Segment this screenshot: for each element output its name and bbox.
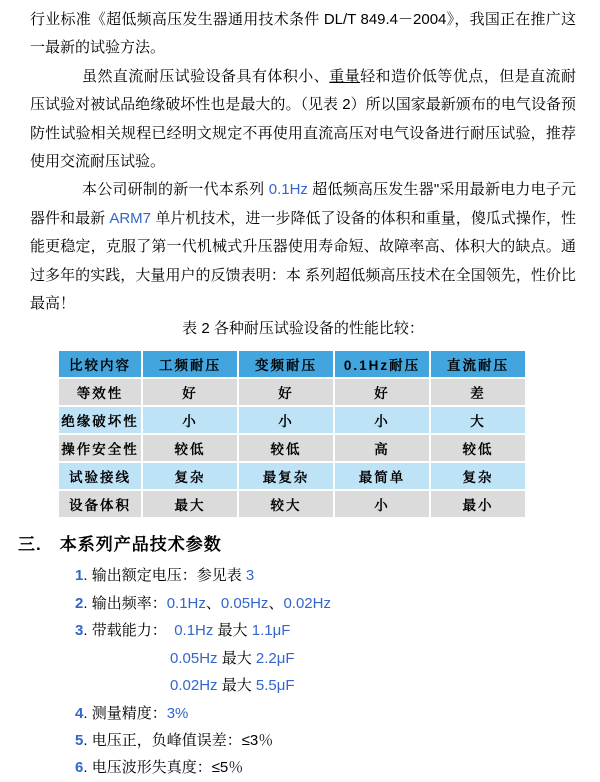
text-segment: DL/T 849.4－2004 — [323, 11, 447, 28]
section-number: 三. — [18, 535, 42, 555]
text-segment: 最大 — [217, 649, 256, 667]
text-segment-blue: 0.05Hz — [170, 649, 218, 667]
table-cell: 小 — [238, 406, 334, 434]
spec-item-6 — [75, 754, 576, 781]
text-segment: 电压正，负峰值误差：≤3％ — [91, 731, 274, 749]
spec-item-separator: . — [83, 731, 92, 749]
spec-item-3 — [75, 617, 576, 644]
table-cell: 较低 — [238, 434, 334, 462]
spec-item-number: 2 — [75, 594, 84, 612]
table-cell: 好 — [142, 378, 238, 406]
spec-item-number: 5 — [75, 731, 84, 749]
spec-item-subline — [170, 672, 576, 699]
text-segment: 输出频率： — [91, 594, 167, 612]
text-segment-blue: 0.1Hz — [174, 622, 214, 640]
para-dc-withstand — [30, 63, 576, 177]
table-cell: 好 — [334, 378, 430, 406]
table-header-cell: 工频耐压 — [142, 350, 238, 378]
table-cell: 设备体积 — [58, 490, 142, 518]
spec-item-4 — [75, 700, 576, 727]
text-segment-blue: 3% — [166, 704, 189, 722]
spec-item-1 — [75, 562, 576, 589]
text-segment: 、 — [205, 594, 221, 612]
table-cell: 较低 — [142, 434, 238, 462]
table-header-cell: 变频耐压 — [238, 350, 334, 378]
table-cell: 较大 — [238, 490, 334, 518]
text-segment-blue: 2.2μF — [255, 649, 295, 667]
table-cell: 差 — [430, 378, 526, 406]
table-cell: 等效性 — [58, 378, 142, 406]
text-segment: 行业标准《超低频高压发生器通用技术条件 — [30, 11, 324, 28]
comparison-table — [57, 349, 527, 519]
text-segment-blue: 0.1Hz — [166, 594, 206, 612]
table-row — [58, 490, 526, 518]
table-cell: 较低 — [430, 434, 526, 462]
text-segment-blue: ARM7 — [109, 209, 152, 227]
spec-item-separator: . — [83, 704, 92, 722]
table-header-row — [58, 350, 526, 378]
para-industry-standard — [30, 6, 576, 63]
table-cell: 最小 — [430, 490, 526, 518]
text-segment-blue: 0.02Hz — [170, 677, 218, 695]
text-segment: 测量精度： — [91, 704, 167, 722]
table-row — [58, 378, 526, 406]
text-segment: 最大 — [213, 622, 252, 640]
text-segment: 轻和造价低等优点，但是直流耐压试验对被试品绝缘破坏性也是最大的。（见表 2）所以国家最新颁布的电气设备预防性试验相关规程已经明文规定不再使用直流高压对电气设备进行耐压试验，推荐使用交流耐压试验。 — [30, 67, 576, 171]
table-cell: 操作安全性 — [58, 434, 142, 462]
text-segment: 、 — [268, 594, 284, 612]
spec-item-2 — [75, 590, 576, 617]
section-heading — [18, 530, 576, 555]
text-segment-blue: 3 — [245, 567, 255, 585]
table-cell: 大 — [430, 406, 526, 434]
text-segment-blue: 5.5μF — [255, 677, 295, 695]
section-title: 本系列产品技术参数 — [59, 535, 222, 555]
table-cell: 最简单 — [334, 462, 430, 490]
text-segment: 虽然直流耐压试验设备具有体积小、 — [82, 67, 330, 85]
text-segment: 》，我国正在推广这一最新的试验方法。 — [30, 11, 576, 57]
table-cell: 小 — [334, 490, 430, 518]
body-paragraphs — [30, 6, 576, 318]
text-segment-blue: 0.05Hz — [220, 594, 269, 612]
spec-item-number: 6 — [75, 759, 84, 777]
table-row — [58, 434, 526, 462]
spec-list — [75, 562, 576, 781]
table-header-cell: 比较内容 — [58, 350, 142, 378]
text-segment: 本公司研制的新一代本系列 — [82, 181, 269, 199]
table-cell: 最复杂 — [238, 462, 334, 490]
spec-item-5 — [75, 727, 576, 754]
table-cell: 最大 — [142, 490, 238, 518]
spec-item-separator: . — [83, 594, 92, 612]
text-segment-underline: 重量 — [329, 67, 361, 85]
text-segment: 输出额定电压：参见表 — [91, 567, 246, 585]
text-segment: 带载能力： — [91, 622, 175, 640]
text-segment: 超低频高压发生器"采用最新电力电子元器件和最新 — [30, 181, 576, 227]
spec-item-separator: . — [83, 622, 92, 640]
text-segment-blue: 1.1μF — [251, 622, 291, 640]
table-cell: 试验接线 — [58, 462, 142, 490]
spec-item-number: 4 — [75, 704, 84, 722]
table-cell: 小 — [142, 406, 238, 434]
spec-item-number: 3 — [75, 622, 84, 640]
text-segment: 单片机技术，进一步降低了设备的体积和重量，傻瓜式操作，性能更稳定，克服了第一代机械式升压器使用寿命短、故障率高、体积大的缺点。通过多年的实践，大量用户的反馈表明：本 系列超低频高压技术在全国领先，性价比最高！ — [30, 209, 576, 313]
para-company-product — [30, 176, 576, 318]
table-row — [58, 462, 526, 490]
table-cell: 复杂 — [142, 462, 238, 490]
text-segment-blue: 0.1Hz — [268, 181, 308, 199]
table-cell: 高 — [334, 434, 430, 462]
text-segment-blue: 0.02Hz — [283, 594, 331, 612]
table-cell: 好 — [238, 378, 334, 406]
table-cell: 复杂 — [430, 462, 526, 490]
table-caption: 表 2 各种耐压试验设备的性能比较： — [182, 320, 424, 338]
table-header-cell: 0.1Hz耐压 — [334, 350, 430, 378]
spec-item-subline — [170, 645, 576, 672]
text-segment: 最大 — [217, 677, 256, 695]
table-row — [58, 406, 526, 434]
table-header-cell: 直流耐压 — [430, 350, 526, 378]
spec-item-separator: . — [83, 567, 92, 585]
spec-item-separator: . — [83, 759, 92, 777]
table-cell: 小 — [334, 406, 430, 434]
text-segment: 电压波形失真度：≤5％ — [91, 759, 244, 777]
spec-item-number: 1 — [75, 567, 84, 585]
table-cell: 绝缘破坏性 — [58, 406, 142, 434]
